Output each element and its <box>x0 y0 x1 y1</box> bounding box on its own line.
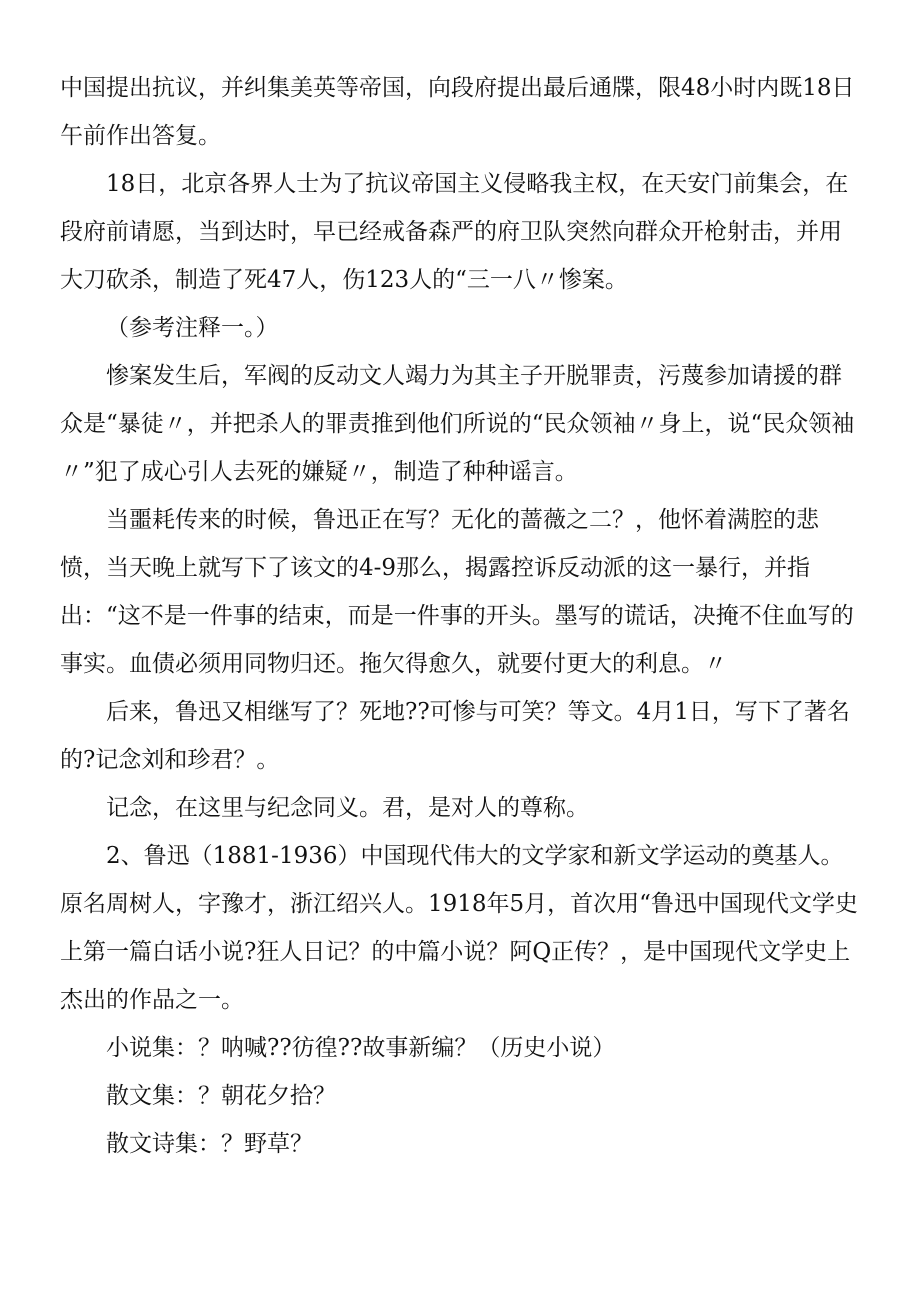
paragraph-6: 后来，鲁迅又相继写了？死地??可惨与可笑？等文。4月1日，写下了著名的?记念刘和珍君？。 <box>60 699 850 773</box>
paragraph-prose-poetry: 散文诗集：？野草？ <box>106 1131 313 1157</box>
paragraph-note: （参考注释一。） <box>106 315 279 341</box>
paragraph-4: 惨案发生后，军阀的反动文人竭力为其主子开脱罪责，污蔑参加请援的群众是“暴徒〃，并把杀人的罪责推到他们所说的“民众领袖〃身上，说“民众领袖〃”犯了成心引人去死的嫌疑〃，制造了种种谣言。 <box>60 363 855 485</box>
paragraph-7: 记念，在这里与纪念同义。君，是对人的尊称。 <box>106 795 589 821</box>
paragraph-1: 中国提出抗议，并纠集美英等帝国，向段府提出最后通牒，限48小时内既18日午前作出答复。 <box>60 75 855 149</box>
paragraph-5: 当噩耗传来的时候，鲁迅正在写？无化的蔷薇之二？，他怀着满腔的悲愤，当天晚上就写下了该文的4-9那么，揭露控诉反动派的这一暴行，并指出：“这不是一件事的结束，而是一件事的开头。墨写的谎话，决掩不住血写的事实。血债必须用同物归还。拖欠得愈久，就要付更大的利息。〃 <box>60 507 854 677</box>
document-body <box>60 64 860 1168</box>
paragraph-novel-collections: 小说集：？呐喊??彷徨??故事新编？（历史小说） <box>106 1035 616 1061</box>
paragraph-8: 2、鲁迅（1881-1936）中国现代伟大的文学家和新文学运动的奠基人。原名周树人，字豫才，浙江绍兴人。1918年5月，首次用“鲁迅中国现代文学史上第一篇白话小说?狂人日记？的中篇小说？阿Q正传？，是中国现代文学史上杰出的作品之一。 <box>60 843 858 1013</box>
paragraph-essay-collection: 散文集：？朝花夕拾？ <box>106 1083 336 1109</box>
paragraph-2: 18日，北京各界人士为了抗议帝国主义侵略我主权，在天安门前集会，在段府前请愿，当到达时，早已经戒备森严的府卫队突然向群众开枪射击，并用大刀砍杀，制造了死47人，伤123人的“三一八〃惨案。 <box>60 171 849 293</box>
